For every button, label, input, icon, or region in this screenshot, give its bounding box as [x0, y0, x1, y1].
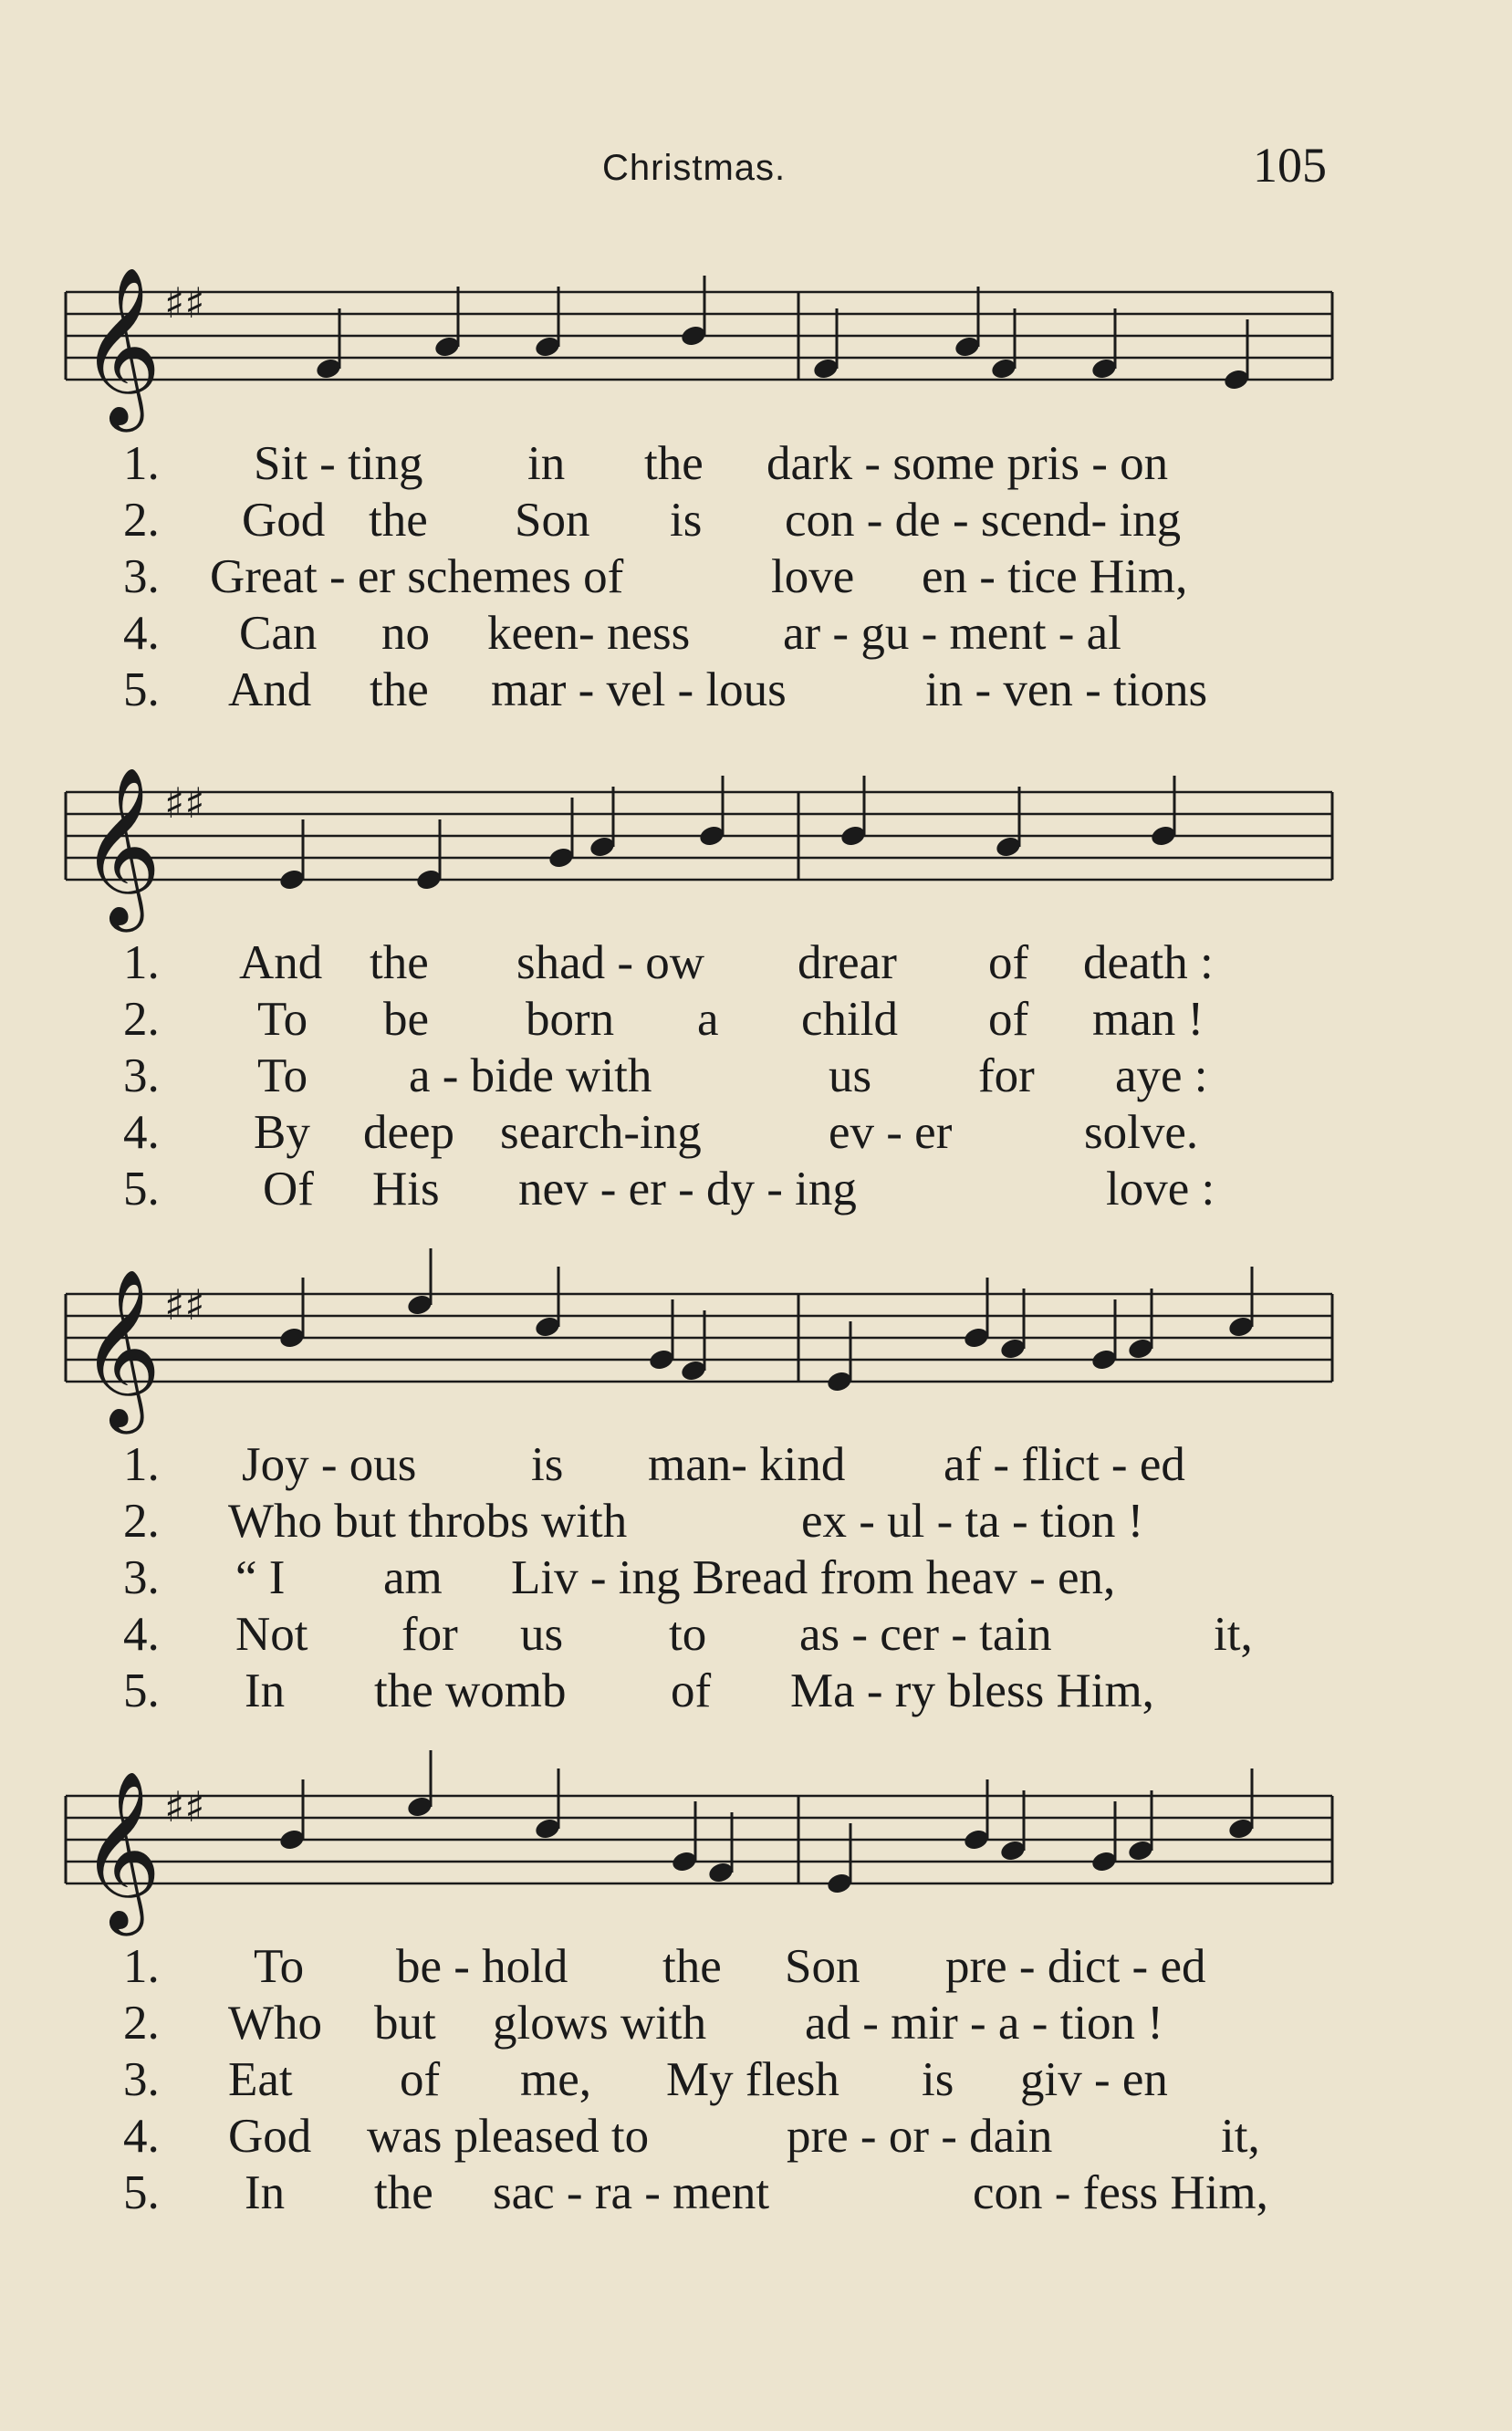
lyric-syllables: me,: [520, 2053, 591, 2106]
lyric-line: [0, 1049, 1512, 1105]
treble-clef: 𝄞: [80, 1770, 162, 1929]
lyric-syllables: shad - ow: [516, 936, 705, 989]
lyric-syllables: ar - gu - ment - al: [783, 607, 1121, 660]
lyric-syllables: the: [662, 1940, 722, 1993]
lyric-line: [0, 549, 1512, 606]
lyric-syllables: be: [383, 993, 430, 1046]
lyric-line: [0, 1607, 1512, 1664]
verse-number: 3.: [123, 550, 160, 603]
lyric-syllables: By: [254, 1106, 310, 1159]
lyric-syllables: to: [669, 1608, 707, 1661]
lyric-syllables: Who: [228, 1997, 323, 2050]
music-staff-1: [0, 246, 1512, 447]
lyric-syllables: is: [670, 494, 703, 547]
lyric-syllables: sac - ra - ment: [493, 2166, 770, 2219]
lyric-syllables: God: [228, 2110, 312, 2163]
page-number: 105: [1253, 138, 1327, 193]
lyric-syllables: no: [381, 607, 430, 660]
lyric-syllables: nev - er - dy - ing: [518, 1163, 857, 1216]
lyric-syllables: as - cer - tain: [799, 1608, 1052, 1661]
lyric-syllables: In: [245, 1664, 286, 1717]
lyric-syllables: con - de - scend- ing: [785, 494, 1182, 547]
lyric-line: [0, 1996, 1512, 2052]
lyric-syllables: of: [400, 2053, 441, 2106]
verse-number: 2.: [123, 993, 160, 1046]
lyric-syllables: search-ing: [500, 1106, 702, 1159]
lyric-syllables: Son: [515, 494, 590, 547]
lyric-syllables: for: [401, 1608, 458, 1661]
verse-number: 4.: [123, 2110, 160, 2163]
lyric-syllables: aye :: [1115, 1049, 1208, 1102]
verse-number: 4.: [123, 1608, 160, 1661]
lyric-syllables: is: [922, 2053, 954, 2106]
key-signature-sharps: ♯♯: [164, 1782, 205, 1831]
lyric-syllables: deep: [363, 1106, 455, 1159]
lyric-syllables: Ma - ry bless Him,: [790, 1664, 1154, 1717]
lyric-line: [0, 1550, 1512, 1607]
lyrics-block-1: [0, 436, 1512, 719]
lyrics-block-3: [0, 1437, 1512, 1720]
verse-number: 5.: [123, 663, 160, 716]
lyric-syllables: born: [526, 993, 615, 1046]
key-signature-sharps: ♯♯: [164, 278, 205, 328]
lyric-syllables: ad - mir - a - tion !: [805, 1997, 1163, 2050]
verse-number: 3.: [123, 2053, 160, 2106]
verse-number: 5.: [123, 2166, 160, 2219]
verse-number: 4.: [123, 1106, 160, 1159]
lyric-syllables: His: [372, 1163, 440, 1216]
treble-clef: 𝄞: [80, 1268, 162, 1427]
lyric-syllables: in - ven - tions: [925, 663, 1208, 716]
lyric-syllables: it,: [1214, 1608, 1253, 1661]
verse-number: 2.: [123, 1997, 160, 2050]
lyric-syllables: man !: [1092, 993, 1204, 1046]
lyric-syllables: ex - ul - ta - tion !: [801, 1495, 1144, 1548]
verse-number: 1.: [123, 936, 160, 989]
verse-number: 1.: [123, 437, 160, 490]
lyric-syllables: en - tice Him,: [922, 550, 1188, 603]
key-signature-sharps: ♯♯: [164, 1280, 205, 1330]
lyrics-block-4: [0, 1939, 1512, 2222]
lyric-syllables: To: [257, 993, 308, 1046]
lyric-syllables: of: [988, 936, 1029, 989]
lyric-syllables: Who but throbs with: [228, 1495, 628, 1548]
lyric-syllables: To: [257, 1049, 308, 1102]
lyric-syllables: pre - dict - ed: [945, 1940, 1206, 1993]
lyric-syllables: And: [228, 663, 312, 716]
lyric-syllables: Not: [235, 1608, 308, 1661]
lyric-syllables: love: [771, 550, 855, 603]
lyric-syllables: of: [988, 993, 1029, 1046]
lyric-syllables: man- kind: [648, 1438, 846, 1491]
lyric-syllables: af - flict - ed: [944, 1438, 1185, 1491]
verse-number: 5.: [123, 1163, 160, 1216]
lyric-line: [0, 606, 1512, 663]
verse-number: 1.: [123, 1940, 160, 1993]
verse-number: 3.: [123, 1551, 160, 1604]
key-signature-sharps: ♯♯: [164, 778, 205, 828]
lyric-syllables: con - fess Him,: [973, 2166, 1268, 2219]
lyric-syllables: child: [801, 993, 898, 1046]
verse-number: 2.: [123, 494, 160, 547]
treble-clef: 𝄞: [80, 266, 162, 425]
lyric-line: [0, 663, 1512, 719]
lyric-line: [0, 2052, 1512, 2109]
lyric-line: [0, 493, 1512, 549]
running-head: Christmas.: [602, 148, 787, 188]
lyric-syllables: the: [374, 2166, 433, 2219]
lyric-syllables: love :: [1106, 1163, 1215, 1216]
lyric-line: [0, 1494, 1512, 1550]
treble-clef: 𝄞: [80, 767, 162, 925]
verse-number: 4.: [123, 607, 160, 660]
lyric-syllables: Son: [785, 1940, 860, 1993]
lyric-syllables: “ I: [235, 1551, 286, 1604]
lyric-syllables: Great - er schemes of: [210, 550, 624, 603]
lyric-syllables: us: [829, 1049, 872, 1102]
lyric-syllables: glows with: [493, 1997, 707, 2050]
lyric-syllables: the womb: [374, 1664, 567, 1717]
lyric-syllables: Sit - ting: [254, 437, 423, 490]
lyric-syllables: of: [671, 1664, 712, 1717]
lyric-syllables: be - hold: [396, 1940, 568, 1993]
lyric-syllables: death :: [1083, 936, 1214, 989]
lyric-syllables: am: [383, 1551, 443, 1604]
lyric-syllables: dark - some pris - on: [766, 437, 1169, 490]
lyric-syllables: was pleased to: [367, 2110, 650, 2163]
lyric-syllables: solve.: [1084, 1106, 1199, 1159]
lyric-syllables: ev - er: [829, 1106, 953, 1159]
lyrics-block-2: [0, 935, 1512, 1218]
lyric-syllables: pre - or - dain: [787, 2110, 1053, 2163]
verse-number: 2.: [123, 1495, 160, 1548]
lyric-syllables: And: [239, 936, 323, 989]
lyric-syllables: the: [370, 663, 429, 716]
lyric-syllables: keen- ness: [487, 607, 691, 660]
lyric-syllables: a - bide with: [409, 1049, 652, 1102]
lyric-syllables: In: [245, 2166, 286, 2219]
lyric-syllables: Liv - ing Bread from heav - en,: [511, 1551, 1116, 1604]
lyric-syllables: Can: [239, 607, 318, 660]
lyric-syllables: drear: [798, 936, 897, 989]
lyric-syllables: Joy - ous: [242, 1438, 417, 1491]
lyric-syllables: My flesh: [666, 2053, 839, 2106]
lyric-line: [0, 1437, 1512, 1494]
lyric-line: [0, 935, 1512, 992]
music-staff-3: [0, 1248, 1512, 1449]
lyric-line: [0, 2165, 1512, 2222]
lyric-syllables: a: [697, 993, 719, 1046]
lyric-syllables: giv - en: [1020, 2053, 1168, 2106]
lyric-syllables: is: [531, 1438, 564, 1491]
lyric-syllables: the: [369, 494, 428, 547]
lyric-line: [0, 436, 1512, 493]
verse-number: 5.: [123, 1664, 160, 1717]
lyric-syllables: the: [644, 437, 704, 490]
lyric-line: [0, 1939, 1512, 1996]
lyric-syllables: To: [254, 1940, 305, 1993]
lyric-line: [0, 1162, 1512, 1218]
lyric-line: [0, 1664, 1512, 1720]
lyric-line: [0, 1105, 1512, 1162]
lyric-line: [0, 992, 1512, 1049]
lyric-syllables: Of: [263, 1163, 314, 1216]
lyric-syllables: God: [242, 494, 326, 547]
lyric-syllables: the: [370, 936, 429, 989]
lyric-syllables: us: [520, 1608, 564, 1661]
lyric-syllables: mar - vel - lous: [491, 663, 787, 716]
lyric-syllables: in: [527, 437, 566, 490]
verse-number: 1.: [123, 1438, 160, 1491]
music-staff-2: [0, 746, 1512, 947]
lyric-syllables: but: [374, 1997, 436, 2050]
lyric-syllables: for: [978, 1049, 1035, 1102]
music-staff-4: [0, 1750, 1512, 1951]
verse-number: 3.: [123, 1049, 160, 1102]
lyric-syllables: Eat: [228, 2053, 293, 2106]
lyric-syllables: it,: [1221, 2110, 1260, 2163]
lyric-line: [0, 2109, 1512, 2165]
